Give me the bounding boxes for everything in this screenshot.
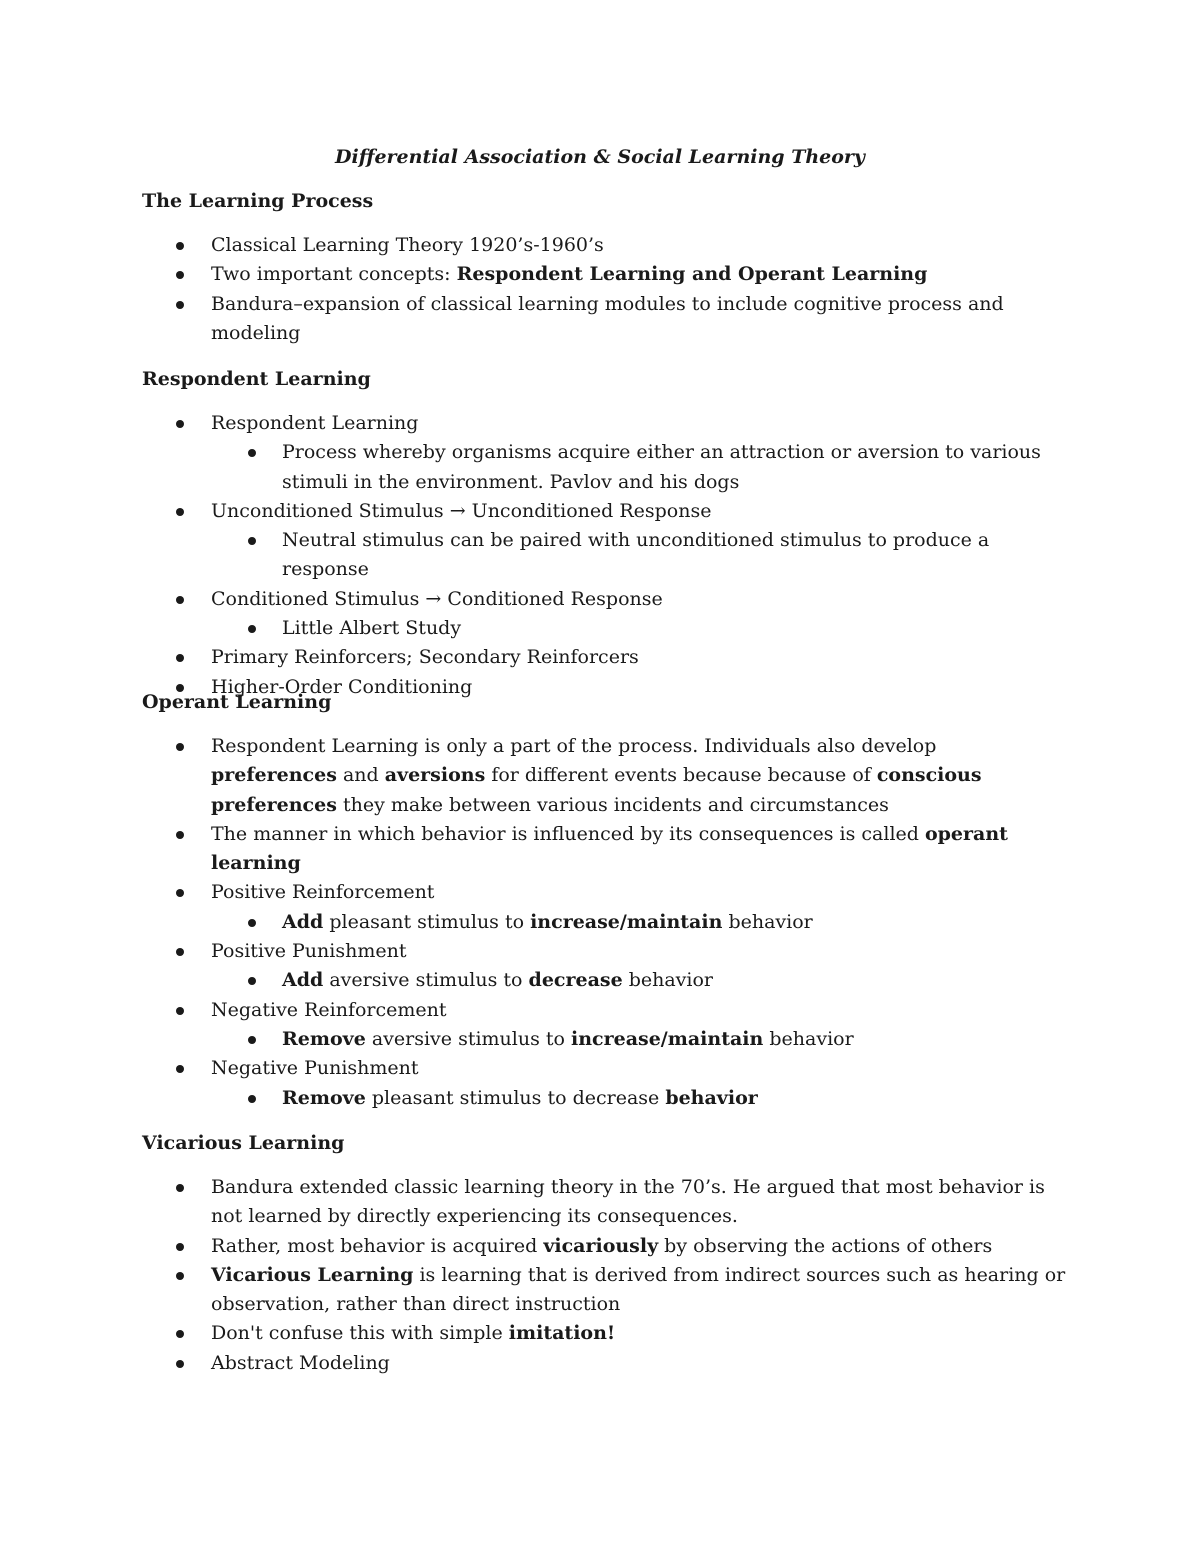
list-item [0, 409, 1066, 438]
text-run: Little Albert Study [282, 617, 462, 640]
text-run: Abstract Modeling [211, 1351, 390, 1374]
text-run: is learning that is derived from indirect sources such as hearing or observation, rather than direct instruction [211, 1263, 1066, 1316]
bullet-icon [176, 242, 184, 250]
bold-text: Add [282, 910, 324, 933]
text-run: pleasant stimulus to [323, 910, 531, 933]
bullet-icon [248, 625, 256, 633]
section-list-respondent-learning [0, 409, 1072, 702]
text-run: they make between various incidents and circumstances [336, 793, 889, 816]
sub-list-item [0, 1025, 1072, 1054]
sub-list-item [0, 908, 1072, 937]
bold-text: Remove [282, 1027, 366, 1050]
list-item [0, 1173, 1066, 1232]
bullet-icon [176, 1272, 184, 1280]
list-item [0, 996, 1066, 1025]
list-item [0, 937, 1066, 966]
text-run: Conditioned Stimulus → Conditioned Response [211, 587, 663, 610]
bold-text: imitation! [508, 1322, 616, 1345]
list-item [0, 643, 1066, 672]
list-item [0, 585, 1066, 614]
bullet-icon [176, 271, 184, 279]
bold-text: conscious preferences [211, 764, 982, 816]
text-run: behavior [722, 910, 813, 933]
list-item [0, 290, 1066, 349]
text-run: Unconditioned Stimulus → Unconditioned Response [211, 499, 712, 522]
list-item [0, 1319, 1066, 1348]
bullet-icon [248, 919, 256, 927]
section-list-operant-learning [0, 732, 1072, 1113]
text-run: Negative Reinforcement [211, 998, 447, 1021]
section-heading-vicarious-learning: Vicarious Learning [142, 1132, 345, 1154]
list-item [0, 1232, 1066, 1261]
text-run: Bandura–expansion of classical learning modules to include cognitive process and modeling [211, 292, 1004, 344]
sub-list-item [0, 966, 1072, 995]
bold-text: Remove [282, 1086, 366, 1109]
text-run: Respondent Learning is only a part of the process. Individuals also develop [211, 735, 937, 757]
list-item [0, 878, 1066, 907]
bullet-icon [248, 537, 256, 545]
bullet-icon [176, 596, 184, 604]
bullet-icon [176, 1360, 184, 1368]
text-run: by observing the actions of others [658, 1234, 993, 1257]
bold-text: decrease [528, 969, 623, 992]
bullet-icon [176, 831, 184, 839]
text-run: Respondent Learning [211, 412, 419, 434]
bullet-icon [176, 1330, 184, 1338]
list-item [0, 231, 1066, 260]
text-run: Process whereby organisms acquire either an attraction or aversion to various stimuli in the environment. Pavlov and his dogs [282, 441, 1041, 493]
bullet-icon [176, 420, 184, 428]
bullet-icon [176, 654, 184, 662]
list-item [0, 260, 1066, 289]
bold-text: behavior [665, 1086, 758, 1109]
text-run: Two important concepts: [211, 263, 457, 286]
text-run: Classical Learning Theory 1920’s-1960’s [211, 234, 604, 256]
section-heading-learning-process: The Learning Process [142, 190, 374, 212]
bullet-icon [176, 743, 184, 751]
text-run: Neutral stimulus can be paired with unconditioned stimulus to produce a response [282, 529, 990, 581]
bold-text: Respondent Learning and Operant Learning [456, 263, 928, 286]
bullet-icon [176, 1184, 184, 1192]
text-run: Positive Reinforcement [211, 881, 435, 904]
text-run: Rather, most behavior is acquired [211, 1234, 544, 1257]
bullet-icon [176, 508, 184, 516]
sub-list-item [0, 1084, 1072, 1113]
bold-text: operant learning [211, 822, 1008, 875]
text-run: Bandura extended classic learning theory in the 70’s. He argued that most behavior is not learned by directly experiencing its consequences. [211, 1176, 1045, 1228]
list-item [0, 820, 1066, 879]
bold-text: preferences [211, 764, 337, 787]
bullet-icon [176, 948, 184, 956]
section-list-learning-process [0, 231, 1066, 348]
bullet-icon [176, 1007, 184, 1015]
text-run: behavior [763, 1027, 854, 1050]
list-item [0, 1054, 1066, 1083]
bold-text: increase/maintain [530, 910, 723, 933]
section-list-vicarious-learning [0, 1173, 1066, 1378]
bold-text: Vicarious Learning [211, 1263, 414, 1286]
sub-list-item [0, 526, 1072, 585]
section-heading-operant-learning: Operant Learning [142, 691, 332, 713]
bullet-icon [176, 889, 184, 897]
bold-text: Add [282, 969, 324, 992]
list-item [0, 732, 1066, 820]
sub-list-item [0, 614, 1072, 643]
bullet-icon [248, 1095, 256, 1103]
bold-text: vicariously [543, 1234, 659, 1257]
bullet-icon [248, 1036, 256, 1044]
text-run: Higher-Order Conditioning [211, 675, 473, 698]
section-heading-respondent-learning: Respondent Learning [142, 368, 371, 390]
document-title: Differential Association & Social Learning Theory [335, 146, 865, 168]
bullet-icon [176, 1065, 184, 1073]
bullet-icon [248, 977, 256, 985]
text-run: for different events because because of [485, 764, 877, 787]
bold-text: aversions [384, 764, 486, 787]
text-run: Primary Reinforcers; Secondary Reinforcers [211, 646, 639, 669]
list-item [0, 1261, 1066, 1320]
text-run: behavior [622, 969, 714, 992]
list-item [0, 1349, 1066, 1378]
text-run: aversive stimulus to [323, 969, 529, 992]
text-run: Don't confuse this with simple [211, 1322, 509, 1345]
text-run: aversive stimulus to [365, 1027, 572, 1050]
text-run: Positive Punishment [211, 940, 407, 963]
text-run: pleasant stimulus to decrease [365, 1086, 666, 1109]
bold-text: increase/maintain [571, 1027, 764, 1050]
bullet-icon [176, 301, 184, 309]
list-item [0, 497, 1066, 526]
text-run: Negative Punishment [211, 1057, 419, 1080]
sub-list-item [0, 438, 1072, 497]
bullet-icon [176, 1243, 184, 1251]
text-run: The manner in which behavior is influenced by its consequences is called [211, 822, 925, 845]
bullet-icon [248, 449, 256, 457]
text-run: and [336, 764, 385, 787]
